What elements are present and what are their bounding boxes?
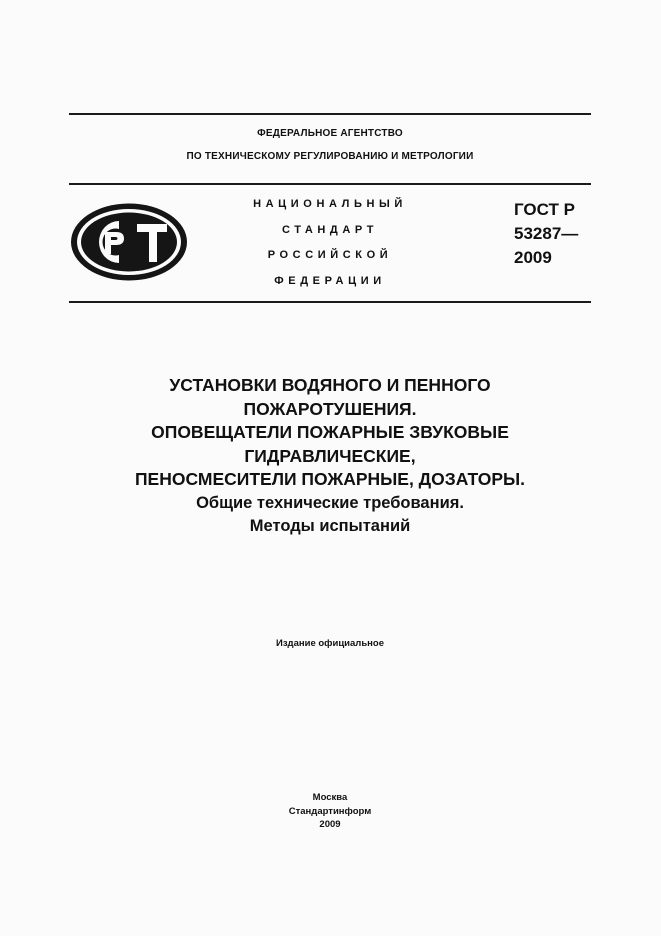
rst-certification-mark-icon [69, 202, 189, 282]
subtitle-line-1: Общие технические требования. [196, 493, 464, 512]
title-line-3: ОПОВЕЩАТЕЛИ ПОЖАРНЫЕ ЗВУКОВЫЕ [151, 422, 509, 442]
gost-designation-line-2: 53287— [514, 224, 579, 243]
edition-label: Издание официальное [276, 638, 384, 649]
agency-line-1: ФЕДЕРАЛЬНОЕ АГЕНТСТВО [257, 128, 403, 139]
top-rule [69, 113, 591, 115]
gost-designation-line-1: ГОСТ Р [514, 200, 575, 219]
gost-designation-line-3: 2009 [514, 248, 552, 267]
imprint-city: Москва [312, 792, 348, 803]
subtitle-line-2: Методы испытаний [249, 517, 411, 535]
title-line-5: ПЕНОСМЕСИТЕЛИ ПОЖАРНЫЕ, ДОЗАТОРЫ. [134, 469, 526, 489]
imprint-year: 2009 [319, 819, 341, 830]
national-standard-line-3: РОССИЙСКОЙ [267, 249, 393, 261]
national-standard-line-1: НАЦИОНАЛЬНЫЙ [253, 198, 407, 210]
title-line-4: ГИДРАВЛИЧЕСКИЕ, [244, 445, 416, 466]
national-standard-line-2: СТАНДАРТ [281, 224, 379, 236]
imprint-publisher: Стандартинформ [288, 805, 372, 817]
header-rule [69, 183, 591, 185]
agency-line-2: ПО ТЕХНИЧЕСКОМУ РЕГУЛИРОВАНИЮ И МЕТРОЛОГИИ [186, 151, 474, 162]
standard-rule [69, 301, 591, 303]
national-standard-line-4: ФЕДЕРАЦИИ [274, 275, 386, 287]
imprint [69, 791, 591, 832]
title-line-1: УСТАНОВКИ ВОДЯНОГО И ПЕННОГО [169, 375, 491, 395]
title-line-2: ПОЖАРОТУШЕНИЯ. [243, 398, 417, 419]
document-title [69, 374, 591, 539]
